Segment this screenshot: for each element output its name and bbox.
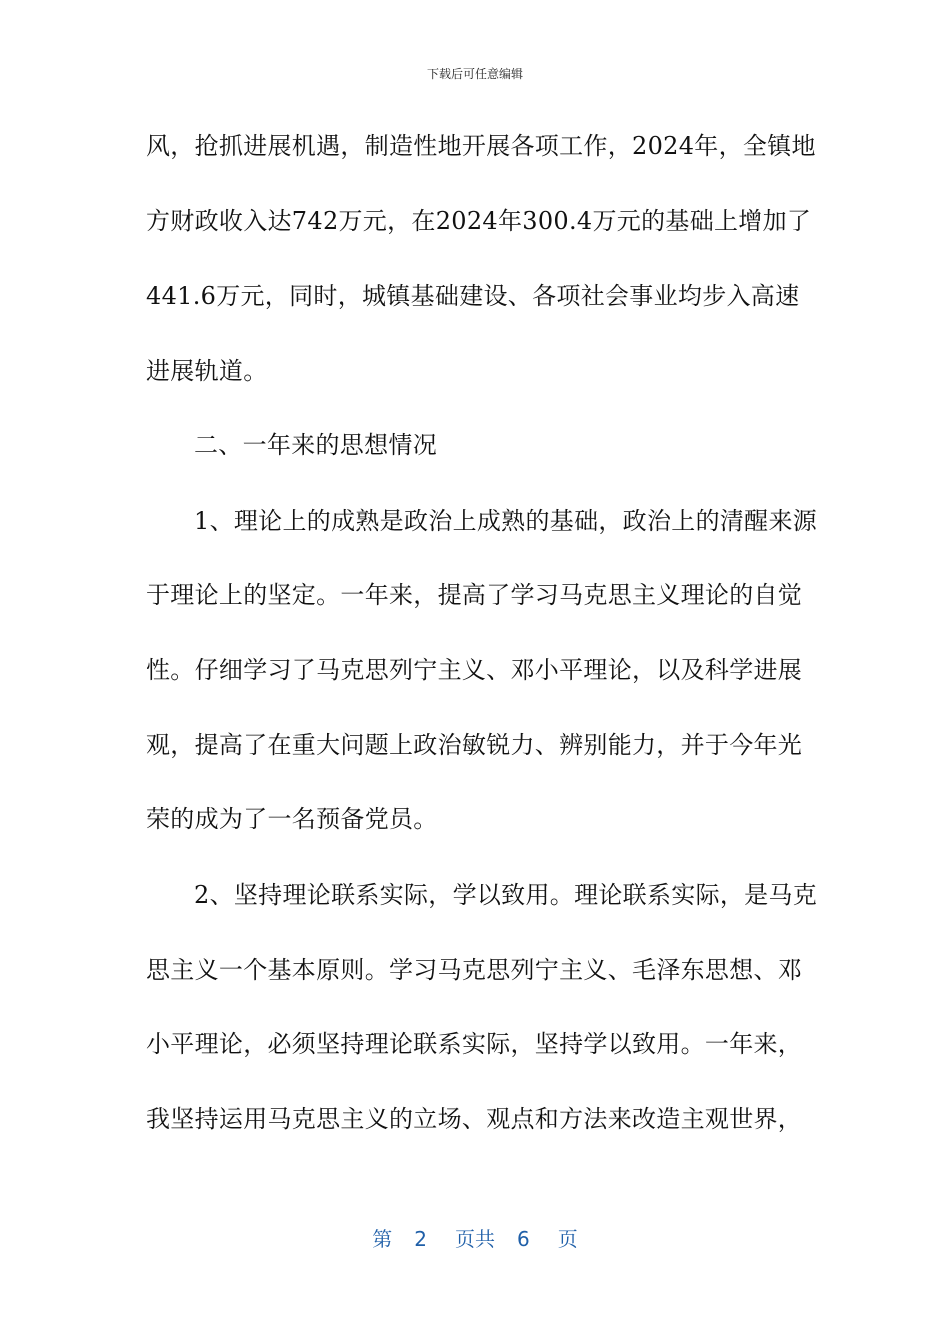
body-line: 我坚持运用马克思主义的立场、观点和方法来改造主观世界， bbox=[146, 1105, 803, 1133]
body-line: 2、坚持理论联系实际，学以致用。理论联系实际，是马克 bbox=[194, 881, 818, 909]
body-line: 观，提高了在重大问题上政治敏锐力、辨别能力，并于今年光 bbox=[146, 731, 803, 759]
body-line: 小平理论，必须坚持理论联系实际，坚持学以致用。一年来， bbox=[146, 1030, 803, 1058]
footer-prefix: 第 bbox=[372, 1227, 393, 1251]
footer-suffix: 页 bbox=[557, 1227, 578, 1251]
body-line: 进展轨道。 bbox=[146, 357, 268, 385]
page-header: 下载后可任意编辑 bbox=[426, 67, 523, 81]
body-line: 方财政收入达742万元，在2024年300.4万元的基础上增加了 bbox=[146, 207, 812, 235]
page-footer bbox=[0, 1226, 950, 1252]
body-line: 性。仔细学习了马克思列宁主义、邓小平理论，以及科学进展 bbox=[146, 656, 803, 684]
body-line: 思主义一个基本原则。学习马克思列宁主义、毛泽东思想、邓 bbox=[146, 956, 803, 984]
body-line: 441.6万元，同时，城镇基础建设、各项社会事业均步入高速 bbox=[146, 282, 800, 310]
body-line: 1、理论上的成熟是政治上成熟的基础，政治上的清醒来源 bbox=[194, 507, 818, 535]
body-line: 荣的成为了一名预备党员。 bbox=[146, 805, 438, 833]
total-pages-number: 6 bbox=[517, 1227, 530, 1251]
current-page-number: 2 bbox=[414, 1227, 427, 1251]
section-heading: 二、一年来的思想情况 bbox=[194, 431, 437, 459]
body-line: 于理论上的坚定。一年来，提高了学习马克思主义理论的自觉 bbox=[146, 581, 803, 609]
footer-middle: 页共 bbox=[455, 1227, 495, 1251]
body-line: 风，抢抓进展机遇，制造性地开展各项工作，2024年，全镇地 bbox=[146, 132, 816, 160]
